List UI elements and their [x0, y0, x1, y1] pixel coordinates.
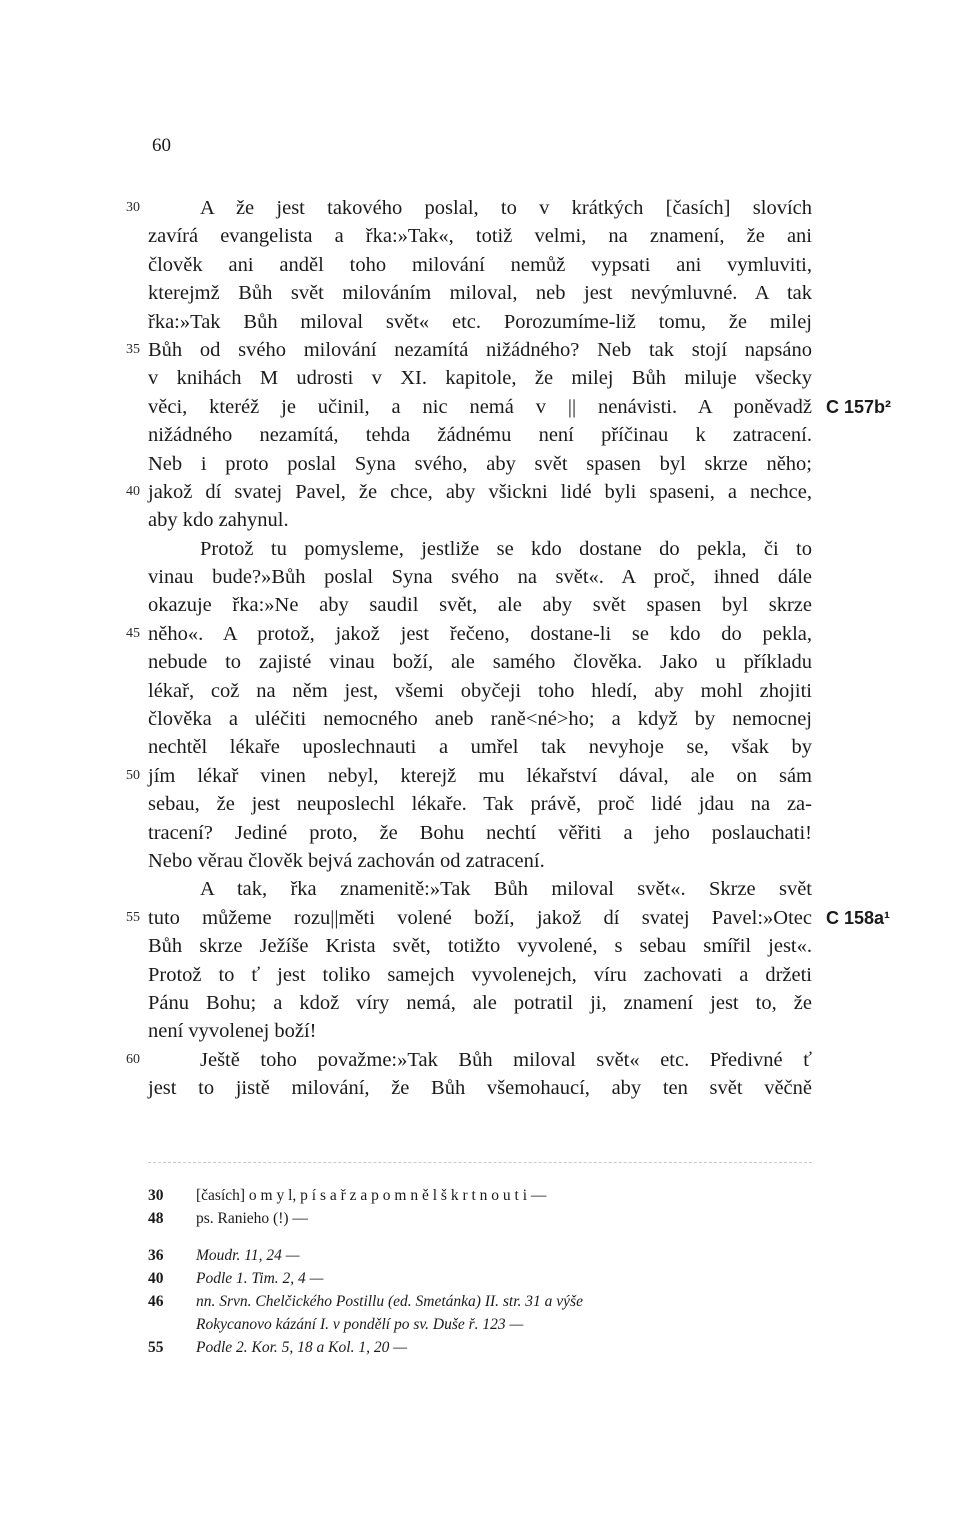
- line-text: Protož tu pomysleme, jestliže se kdo dostane do pekla, či to: [200, 537, 812, 560]
- line-text: Nebo věrau člověk bejvá zachován od zatracení.: [148, 849, 545, 872]
- line-text: nižádného nezamítá, tehda žádnému není příčinau k zatracení.: [148, 424, 812, 447]
- line-text: něho«. A protož, jakož jest řečeno, dostane-li se kdo do pekla,: [148, 622, 812, 645]
- text-line: [148, 591, 812, 619]
- text-line: [148, 733, 812, 761]
- footnote: [148, 1184, 818, 1207]
- footnote-gap: [148, 1230, 818, 1244]
- text-line: [148, 535, 812, 563]
- line-number: 45: [126, 625, 140, 641]
- footnote-line-number: 40: [148, 1270, 164, 1287]
- line-text: A tak, řka znamenitě:»Tak Bůh miloval svět«. Skrze svět: [200, 878, 812, 901]
- footnote: [148, 1290, 818, 1313]
- footnote-text: Podle 2. Kor. 5, 18 a Kol. 1, 20 —: [196, 1339, 407, 1356]
- text-line: [148, 875, 812, 903]
- line-text: člověka a uléčiti nemocného aneb raně<né>ho; a když by nemocnej: [148, 708, 812, 731]
- line-text: Protož to ť jest toliko samejch vyvolenejch, víru zachovati a držeti: [148, 963, 812, 986]
- text-line: [148, 705, 812, 733]
- line-text: nechtěl lékaře uposlechnauti a umřel tak nevyhoje se, však by: [148, 736, 812, 759]
- footnote-text: ps. Ranieho (!) —: [196, 1210, 308, 1227]
- text-line: [148, 279, 812, 307]
- line-text: Bůh od svého milování nezamítá nižádného? Neb tak stojí napsáno: [148, 338, 812, 361]
- footnote-text: Moudr. 11, 24 —: [196, 1247, 300, 1264]
- line-number: 30: [126, 200, 140, 215]
- text-line: [148, 222, 812, 250]
- text-line: [148, 450, 812, 478]
- text-line: [148, 790, 812, 818]
- footnote-line-number: 36: [148, 1247, 164, 1264]
- line-number: 50: [126, 767, 140, 783]
- text-line: [126, 336, 812, 364]
- line-text: okazuje řka:»Ne aby saudil svět, ale aby svět spasen byl skrze: [148, 594, 812, 617]
- line-text: věci, kteréž je učinil, a nic nemá v || nenávisti. A poněvadž: [148, 395, 812, 418]
- footnote-text: Podle 1. Tim. 2, 4 —: [196, 1270, 324, 1287]
- text-line: [126, 478, 812, 506]
- text-line: [148, 989, 812, 1017]
- footnote: [148, 1207, 818, 1230]
- text-line: [148, 819, 812, 847]
- text-line: [148, 251, 812, 279]
- text-line: [148, 1074, 812, 1102]
- footnote-line-number: 46: [148, 1293, 164, 1310]
- line-text: tuto můžeme rozu||měti volené boží, jakož dí svatej Pavel:»Otec: [148, 906, 812, 929]
- line-text: Neb i proto poslal Syna svého, aby svět spasen byl skrze něho;: [148, 452, 812, 475]
- text-line: [148, 677, 812, 705]
- footnotes: [148, 1184, 818, 1359]
- text-line: [126, 620, 812, 648]
- text-line: [148, 308, 812, 336]
- text-line: [148, 421, 812, 449]
- line-number: 40: [126, 483, 140, 499]
- line-text: jím lékař vinen nebyl, kterejž mu lékařství dával, ale on sám: [148, 764, 812, 787]
- text-line: [148, 563, 812, 591]
- line-text: sebau, že jest neuposlechl lékaře. Tak právě, proč lidé jdau na za-: [148, 793, 812, 816]
- line-text: v knihách M udrosti v XI. kapitole, že milej Bůh miluje všecky: [148, 367, 812, 390]
- line-text: tracení? Jediné proto, že Bohu nechtí věřiti a jeho poslauchati!: [148, 821, 812, 844]
- line-text: Pánu Bohu; a kdož víry nemá, ale potratil ji, znamení jest to, že: [148, 991, 812, 1014]
- text-line: [148, 1017, 812, 1045]
- main-text: [126, 194, 892, 1103]
- line-text: vinau bude?»Bůh poslal Syna svého na svět«. A proč, ihned dále: [148, 566, 812, 589]
- line-text: Ještě toho považme:»Tak Bůh miloval svět« etc. Předivné ť: [200, 1048, 812, 1071]
- text-line: [148, 847, 812, 875]
- text-line: [148, 961, 812, 989]
- line-number: 60: [126, 1051, 140, 1067]
- line-text: zavírá evangelista a řka:»Tak«, totiž velmi, na znamení, že ani: [148, 225, 812, 248]
- text-line: [148, 364, 812, 392]
- line-text: nebude to zajisté vinau boží, ale samého člověka. Jako u příkladu: [148, 651, 812, 674]
- line-text: A že jest takového poslal, to v krátkých [časích] slovích: [200, 197, 812, 219]
- line-text: aby kdo zahynul.: [148, 509, 289, 532]
- footnote-line-number: 55: [148, 1339, 164, 1356]
- text-line: [126, 762, 812, 790]
- line-text: jest to jistě milování, že Bůh všemohaucí, aby ten svět věčně: [148, 1077, 812, 1100]
- footnote-separator: [148, 1162, 812, 1163]
- text-line: [148, 506, 812, 534]
- margin-reference: C 157b²: [826, 396, 892, 417]
- footnote: [148, 1336, 818, 1359]
- footnote-line-number: 30: [148, 1187, 164, 1204]
- footnote-text: [časích] o m y l, p í s a ř z a p o m n ě l š k r t n o u t i —: [196, 1187, 547, 1204]
- text-line: [126, 904, 891, 932]
- footnote: [148, 1244, 818, 1267]
- line-text: lékař, což na něm jest, všemi obyčeji toho hledí, aby mohl zhojiti: [148, 679, 812, 702]
- line-text: Bůh skrze Ježíše Krista svět, totižto vyvolené, s sebau smířil jest«.: [148, 935, 812, 958]
- footnote-text: nn. Srvn. Chelčického Postillu (ed. Smetánka) II. str. 31 a výše: [196, 1293, 583, 1310]
- text-line: [126, 1046, 812, 1074]
- text-line: [126, 194, 812, 222]
- line-text: není vyvolenej boží!: [148, 1020, 317, 1043]
- footnote: [148, 1313, 818, 1336]
- line-text: člověk ani anděl toho milování nemůž vypsati ani vymluviti,: [148, 253, 812, 276]
- text-line: [148, 648, 812, 676]
- margin-reference: C 158a¹: [826, 907, 891, 928]
- line-text: kterejmž Bůh svět milováním miloval, neb jest nevýmluvné. A tak: [148, 282, 812, 305]
- line-text: řka:»Tak Bůh miloval svět« etc. Porozumíme-liž tomu, že milej: [148, 310, 812, 333]
- text-line: [148, 393, 892, 421]
- footnote-text: Rokycanovo kázání I. v pondělí po sv. Duše ř. 123 —: [196, 1316, 524, 1333]
- line-text: jakož dí svatej Pavel, že chce, aby všickni lidé byli spaseni, a nechce,: [148, 480, 812, 503]
- line-number: 55: [126, 909, 140, 925]
- footnote-line-number: 48: [148, 1210, 164, 1227]
- text-line: [148, 932, 812, 960]
- page-number: 60: [152, 135, 171, 156]
- line-number: 35: [126, 341, 140, 357]
- footnote: [148, 1267, 818, 1290]
